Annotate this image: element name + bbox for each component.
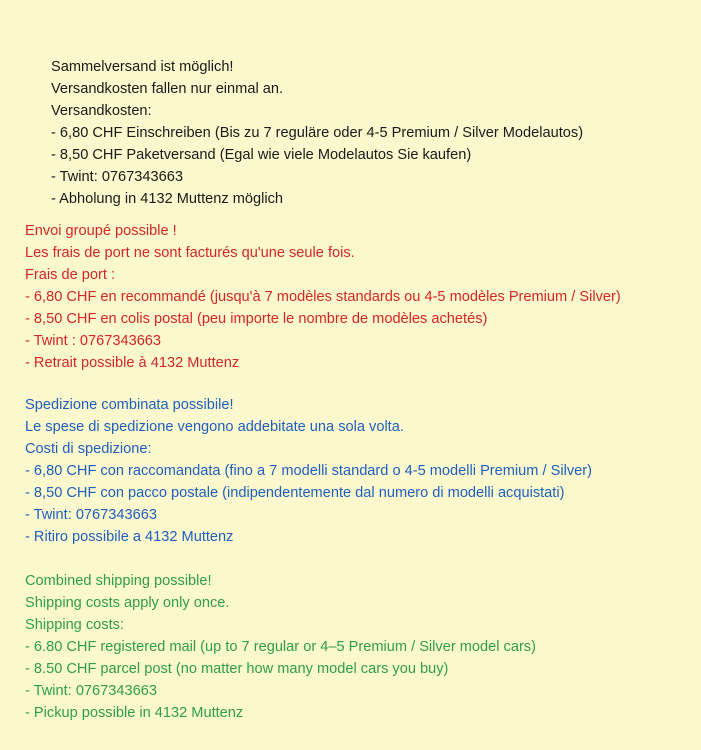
text-line: - 6,80 CHF Einschreiben (Bis zu 7 reguläre oder 4-5 Premium / Silver Modelautos) [51, 125, 584, 141]
text-line: - Abholung in 4132 Muttenz möglich [51, 191, 284, 207]
text-line: Le spese di spedizione vengono addebitate una sola volta. [25, 419, 404, 435]
text-line: - Ritiro possibile a 4132 Muttenz [25, 529, 234, 545]
shipping-info-block-german [0, 56, 701, 210]
text-line: - 6.80 CHF registered mail (up to 7 regular or 4–5 Premium / Silver model cars) [25, 639, 536, 655]
text-line: Les frais de port ne sont facturés qu'une seule fois. [25, 245, 355, 261]
text-line: Sammelversand ist möglich! [51, 59, 234, 75]
text-line: Frais de port : [25, 267, 116, 283]
text-line: - Twint : 0767343663 [25, 333, 162, 349]
text-line: Combined shipping possible! [25, 573, 212, 589]
text-line: - 6,80 CHF con raccomandata (fino a 7 modelli standard o 4-5 modelli Premium / Silver) [25, 463, 592, 479]
text-line: - Twint: 0767343663 [25, 683, 157, 699]
text-line: - Twint: 0767343663 [25, 507, 157, 523]
text-line: - Retrait possible à 4132 Muttenz [25, 355, 240, 371]
text-line: Envoi groupé possible ! [25, 223, 177, 239]
text-line: Shipping costs: [25, 617, 124, 633]
text-line: - 8.50 CHF parcel post (no matter how many model cars you buy) [25, 661, 449, 677]
text-line: Costi di spedizione: [25, 441, 152, 457]
text-line: - 8,50 CHF con pacco postale (indipendentemente dal numero di modelli acquistati) [25, 485, 565, 501]
shipping-info-block-english [0, 570, 701, 724]
text-line: Versandkosten fallen nur einmal an. [51, 81, 284, 97]
text-line: - Twint: 0767343663 [51, 169, 183, 185]
text-line: - 8,50 CHF Paketversand (Egal wie viele Modelautos Sie kaufen) [51, 147, 472, 163]
text-line: Versandkosten: [51, 103, 152, 119]
text-line: Shipping costs apply only once. [25, 595, 230, 611]
text-line: Spedizione combinata possibile! [25, 397, 234, 413]
shipping-info-block-french [0, 220, 701, 374]
text-line: - Pickup possible in 4132 Muttenz [25, 705, 244, 721]
text-line: - 6,80 CHF en recommandé (jusqu'à 7 modèles standards ou 4-5 modèles Premium / Silver) [25, 289, 621, 305]
shipping-info-block-italian [0, 394, 701, 548]
text-line: - 8,50 CHF en colis postal (peu importe le nombre de modèles achetés) [25, 311, 488, 327]
